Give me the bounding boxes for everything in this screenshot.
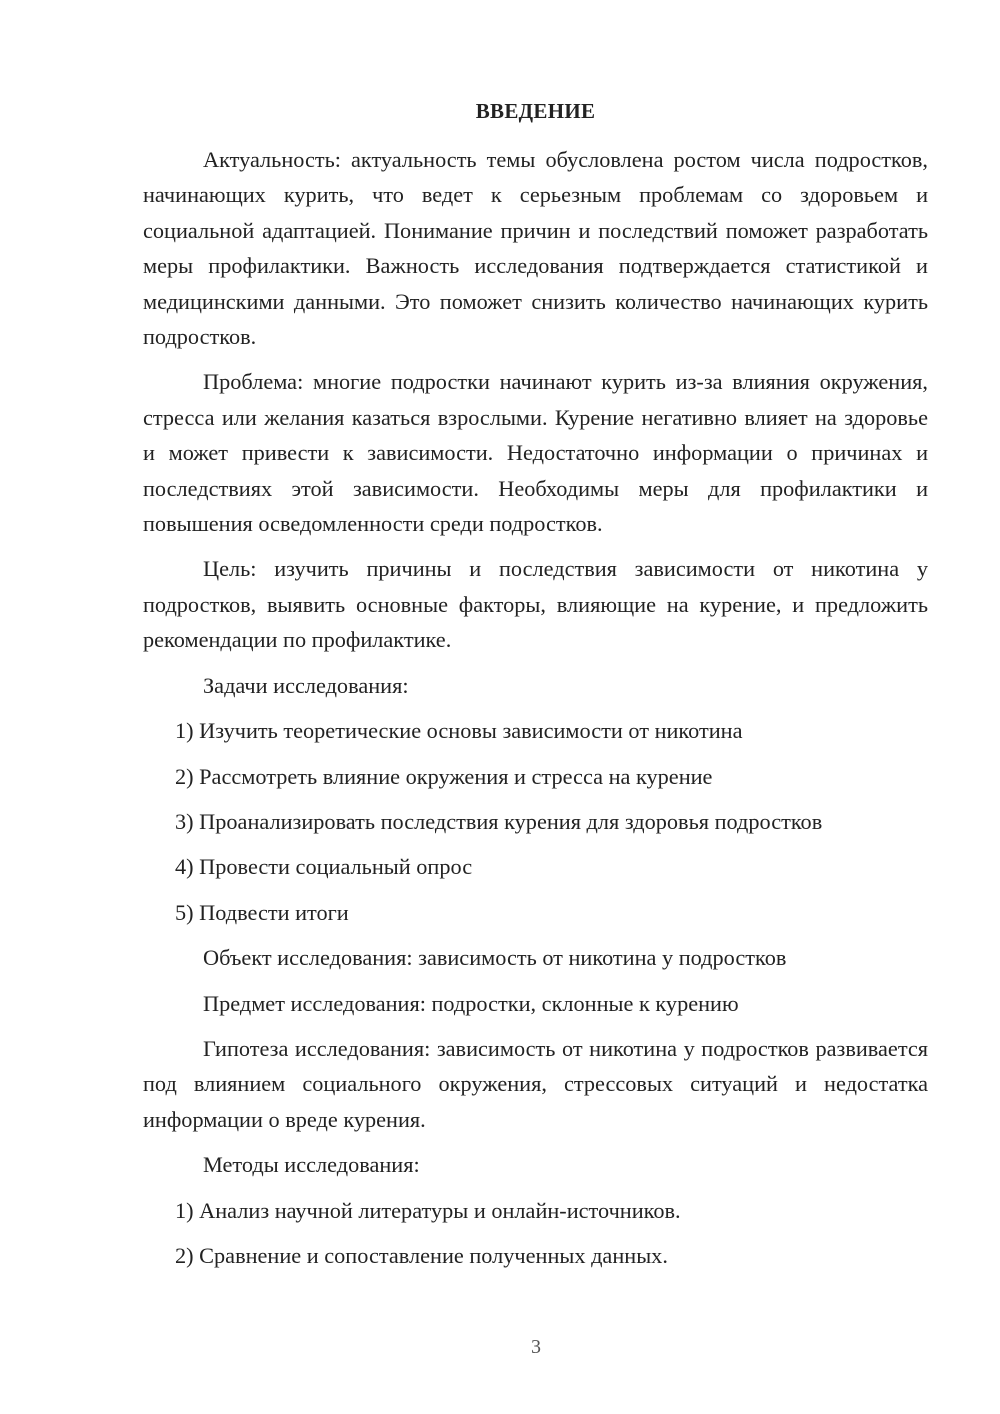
task-item-4: 4) Провести социальный опрос xyxy=(175,854,473,880)
relevance-paragraph: Актуальность: актуальность темы обусловлена ростом числа подростков, начинающих курить, что ведет к серьезным проблемам со здоровьем и социальной адаптацией. Понимание причин и последствий поможет разработать меры профилактики. Важность исследования подтверждается статистикой и медицинскими данными. Это поможет снизить количество начинающих курить подростков. xyxy=(143,147,928,350)
problem-paragraph: Проблема: многие подростки начинают курить из-за влияния окружения, стресса или желания казаться взрослыми. Курение негативно влияет на здоровье и может привести к зависимости. Недостаточно информации о причинах и последствиях этой зависимости. Необходимы меры для профилактики и повышения осведомленности среди подростков. xyxy=(143,369,928,537)
task-item-3: 3) Проанализировать последствия курения для здоровья подростков xyxy=(175,808,823,834)
tasks-heading: Задачи исследования: xyxy=(203,672,409,698)
page-number: 3 xyxy=(531,1336,541,1358)
document-body xyxy=(143,142,928,1283)
task-item-1: 1) Изучить теоретические основы зависимости от никотина xyxy=(175,718,743,744)
hypothesis-paragraph: Гипотеза исследования: зависимость от никотина у подростков развивается под влиянием социального окружения, стрессовых ситуаций и недостатка информации о вреде курения. xyxy=(143,1035,928,1132)
methods-heading: Методы исследования: xyxy=(203,1152,420,1178)
research-subject: Предмет исследования: подростки, склонные к курению xyxy=(203,990,739,1016)
method-item-2: 2) Сравнение и сопоставление полученных данных. xyxy=(175,1242,668,1268)
method-item-1: 1) Анализ научной литературы и онлайн-источников. xyxy=(175,1197,681,1223)
task-item-5: 5) Подвести итоги xyxy=(175,899,349,925)
research-object: Объект исследования: зависимость от никотина у подростков xyxy=(203,945,787,971)
goal-paragraph: Цель: изучить причины и последствия зависимости от никотина у подростков, выявить основные факторы, влияющие на курение, и предложить рекомендации по профилактике. xyxy=(143,556,928,653)
task-item-2: 2) Рассмотреть влияние окружения и стресса на курение xyxy=(175,763,713,789)
document-title: ВВЕДЕНИЕ xyxy=(475,99,596,123)
